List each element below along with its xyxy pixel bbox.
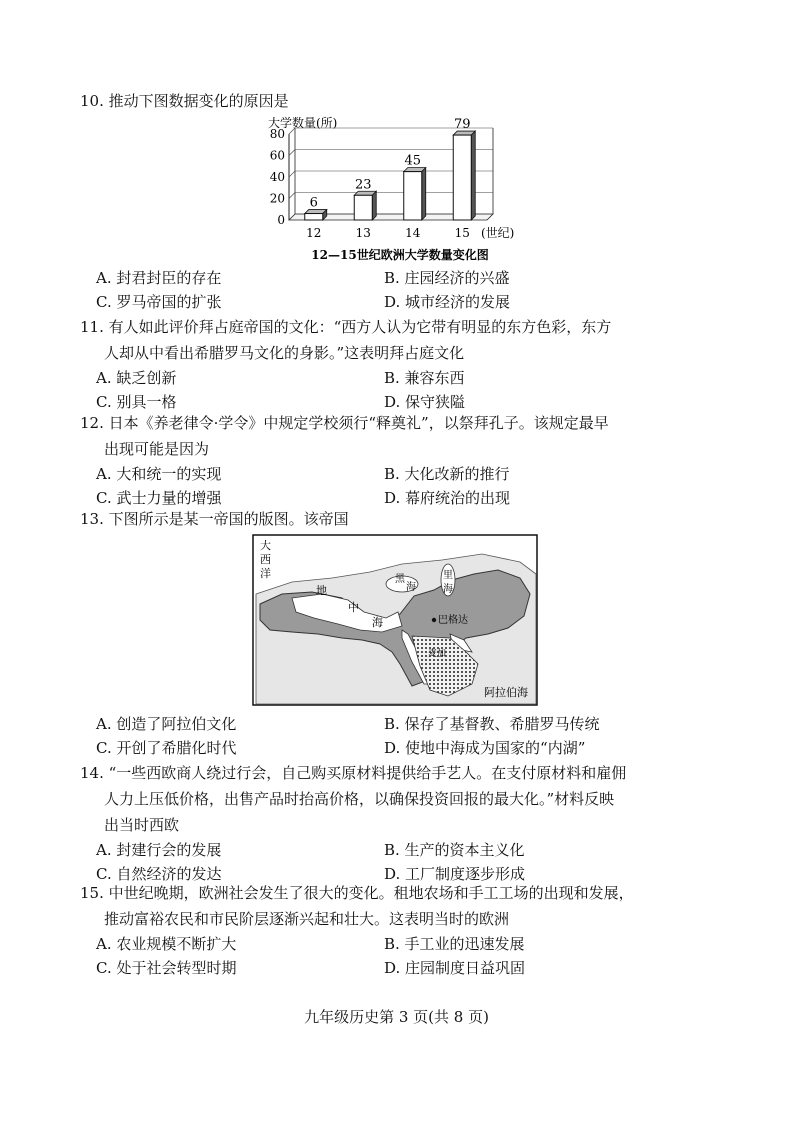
q15-option-d[interactable]: D. 庄园制度日益巩固: [384, 959, 526, 977]
chart-y-tick-label: 80: [269, 127, 285, 141]
chart-xlabel: (世纪): [481, 226, 515, 240]
q14-option-a[interactable]: A. 封建行会的发展: [96, 841, 222, 859]
question-10-options: [80, 266, 720, 314]
q15-option-b[interactable]: B. 手工业的迅速发展: [384, 935, 525, 953]
chart-bar: [305, 214, 323, 220]
question-12-stem-line1: 12. 日本《养老律令·学令》中规定学校须行“释奠礼”，以祭拜孔子。该规定最早: [80, 414, 609, 432]
empire-map: [252, 534, 538, 706]
q15-option-c[interactable]: C. 处于社会转型时期: [96, 959, 237, 977]
chart-bar-value-label: 45: [404, 153, 422, 169]
university-bar-chart: [255, 112, 545, 264]
question-15: [80, 880, 720, 980]
chart-bar-side: [422, 168, 426, 220]
chart-gridline-side: [289, 193, 295, 199]
q12-option-a[interactable]: A. 大和统一的实现: [96, 465, 222, 483]
page-footer: 九年级历史第 3 页(共 8 页): [304, 1008, 489, 1026]
question-12: [80, 410, 720, 510]
question-15-stem-line1: 15. 中世纪晚期，欧洲社会发生了很大的变化。租地农场和手工工场的出现和发展，: [80, 884, 634, 902]
q13-option-a[interactable]: A. 创造了阿拉伯文化: [96, 715, 237, 733]
chart-y-tick-label: 0: [277, 213, 285, 227]
chart-ylabel: 大学数量(所): [268, 116, 338, 130]
chart-x-tick-label: 13: [355, 226, 371, 240]
q12-option-b[interactable]: B. 大化改新的推行: [384, 465, 510, 483]
chart-x-tick-label: 12: [306, 226, 322, 240]
q14-option-c[interactable]: C. 自然经济的发达: [96, 865, 222, 883]
atlantic-label-1: 大: [260, 539, 271, 552]
chart-title: 12—15世纪欧洲大学数量变化图: [311, 248, 489, 262]
q10-option-c[interactable]: C. 罗马帝国的扩张: [96, 293, 222, 311]
question-14-stem-line3: 出当时西欧: [104, 816, 180, 834]
question-13: [80, 506, 720, 532]
q13-option-b[interactable]: B. 保存了基督教、希腊罗马传统: [384, 715, 600, 733]
atlantic-label-2: 西: [260, 553, 271, 566]
question-14-stem-line1: 14. “一些西欧商人绕过行会，自己购买原材料提供给手艺人。在支付原材料和雇佣: [80, 764, 627, 782]
chart-y-tick-label: 40: [269, 170, 285, 184]
question-10: [80, 88, 720, 114]
q12-option-c[interactable]: C. 武士力量的增强: [96, 489, 222, 507]
med-label-hai: 海: [372, 616, 383, 629]
chart-plot-area: [270, 117, 493, 240]
chart-y-tick-label: 20: [269, 191, 285, 206]
question-13-stem: 13. 下图所示是某一帝国的版图。该帝国: [80, 510, 349, 528]
q10-option-a[interactable]: A. 封君封臣的存在: [96, 269, 222, 287]
question-14-stem-line2: 人力上压低价格，出售产品时抬高价格，以确保投资回报的最大化。”材料反映: [104, 790, 615, 808]
mecca-label: 麦加: [428, 649, 447, 659]
chart-bar-side: [372, 191, 376, 220]
chart-bar: [404, 172, 422, 220]
baghdad-label: 巴格达: [438, 615, 468, 626]
chart-bar: [453, 135, 471, 220]
q14-option-d[interactable]: D. 工厂制度逐步形成: [384, 865, 526, 883]
black-sea-label-hei: 黑: [395, 574, 405, 585]
chart-bar-side: [471, 131, 475, 220]
med-label-di: 地: [316, 584, 327, 597]
question-14: [80, 760, 720, 886]
q13-option-d[interactable]: D. 使地中海成为国家的“内湖”: [384, 739, 586, 757]
caspian-label-li: 里: [443, 570, 453, 581]
q12-option-d[interactable]: D. 幕府统治的出现: [384, 489, 511, 507]
chart-gridline-side: [289, 150, 295, 156]
question-10-stem: 10. 推动下图数据变化的原因是: [80, 92, 289, 110]
black-sea-label-hai: 海: [406, 582, 416, 593]
caspian-label-hai: 海: [443, 584, 453, 595]
question-11: [80, 314, 720, 414]
chart-bar-value-label: 79: [453, 117, 471, 133]
chart-y-tick-label: 60: [269, 148, 285, 163]
med-label-zhong: 中: [348, 601, 359, 614]
q14-option-b[interactable]: B. 生产的资本主义化: [384, 841, 525, 859]
q11-option-c[interactable]: C. 别具一格: [96, 393, 177, 411]
question-15-stem-line2: 推动富裕农民和市民阶层逐渐兴起和壮大。这表明当时的欧洲: [104, 910, 510, 928]
q13-option-c[interactable]: C. 开创了希腊化时代: [96, 739, 237, 757]
q11-option-a[interactable]: A. 缺乏创新: [96, 369, 177, 387]
q10-option-d[interactable]: D. 城市经济的发展: [384, 293, 511, 311]
chart-gridline-side: [289, 171, 295, 177]
question-12-stem-line2: 出现可能是因为: [104, 440, 210, 458]
q10-option-b[interactable]: B. 庄园经济的兴盛: [384, 269, 510, 287]
atlantic-label-3: 洋: [260, 567, 271, 580]
arabian-sea-label: 阿拉伯海: [484, 686, 528, 699]
baghdad-marker: [432, 618, 436, 622]
q15-option-a[interactable]: A. 农业规模不断扩大: [96, 935, 237, 953]
chart-x-tick-label: 15: [454, 226, 470, 240]
question-13-options: [80, 712, 720, 760]
question-11-stem-line2: 人却从中看出希腊罗马文化的身影。”这表明拜占庭文化: [104, 344, 465, 362]
q11-option-b[interactable]: B. 兼容东西: [384, 369, 465, 387]
chart-bar-value-label: 23: [354, 177, 372, 193]
chart-bar-value-label: 6: [309, 195, 318, 211]
question-11-stem-line1: 11. 有人如此评价拜占庭帝国的文化：“西方人认为它带有明显的东方色彩，东方: [80, 318, 612, 336]
q11-option-d[interactable]: D. 保守狭隘: [384, 393, 466, 411]
chart-x-tick-label: 14: [405, 226, 421, 240]
chart-bar: [354, 195, 372, 220]
